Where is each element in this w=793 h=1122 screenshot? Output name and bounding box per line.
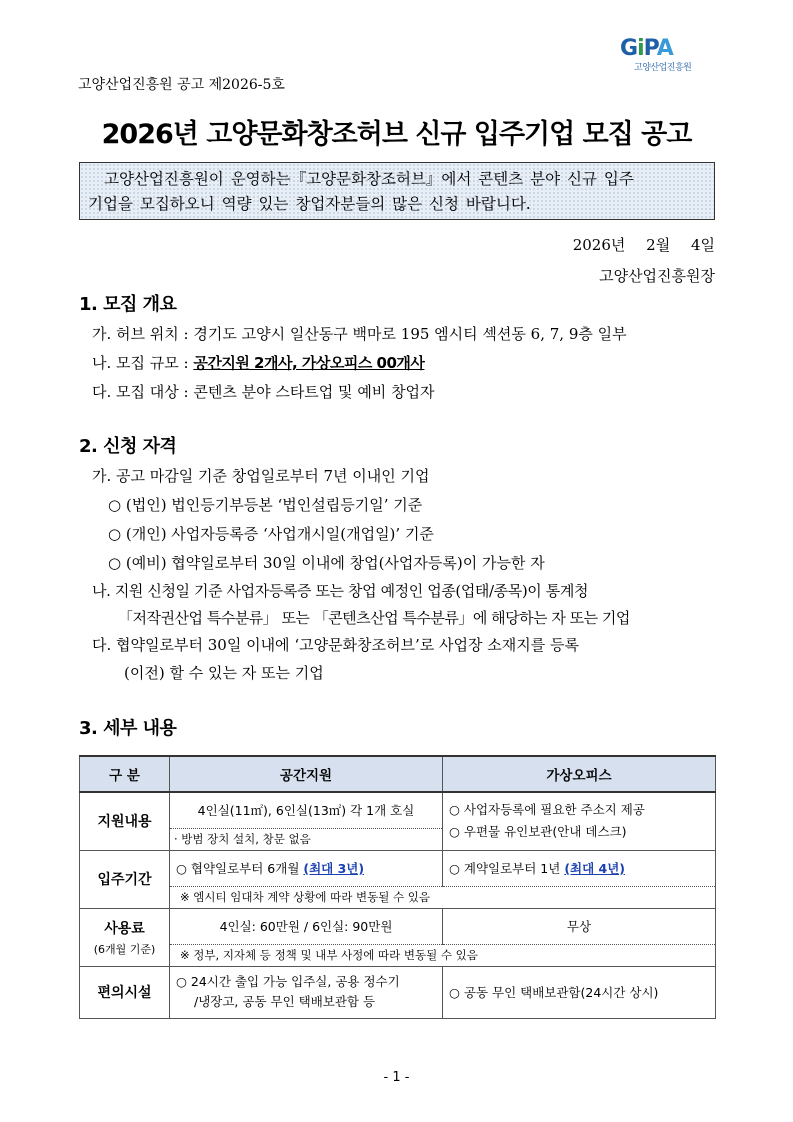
period-space: ○ 협약일로부터 6개월 (최대 3년) [170,850,443,886]
table-row-support [80,792,716,828]
section-2-item-c-2: (이전) 할 수 있는 자 또는 기업 [124,664,324,682]
facility-space: ○ 24시간 출입 가능 입주실, 공용 정수기 /냉장고, 공동 무인 택배보관함 등 [170,966,443,1018]
support-space-note: · 방범 장치 설치, 창문 없음 [170,828,443,850]
issuer: 고양산업진흥원장 [599,267,715,285]
table-row-period [80,850,716,886]
summary-line-2: 기업을 모집하오니 역량 있는 창업자분들의 많은 신청 바랍니다. [88,195,531,213]
section-1-target: 다. 모집 대상 : 콘텐츠 분야 스타트업 및 예비 창업자 [92,383,435,401]
section-2-item-c-1: 다. 협약일로부터 30일 이내에 ‘고양문화창조허브’로 사업장 소재지를 등록 [92,636,579,654]
summary-line-1: 고양산업진흥원이 운영하는『고양문화창조허브』에서 콘텐츠 분야 신규 입주 [104,170,634,188]
section-1-scale: 나. 모집 규모 : 공간지원 2개사, 가상오피스 00개사 [92,354,425,372]
period-space-max: (최대 3년) [303,861,365,876]
page-title: 2026년 고양문화창조허브 신규 입주기업 모집 공고 [101,119,692,150]
summary-box [79,162,715,220]
table-row-period-note [80,886,716,908]
label-period: 입주기간 [80,850,170,908]
fee-virtual: 무상 [443,908,716,944]
notice-number: 고양산업진흥원 공고 제2026-5호 [78,77,285,93]
label-facility: 편의시설 [80,966,170,1018]
page-number: - 1 - [383,1070,410,1085]
section-2-item-b-1: 나. 지원 신청일 기준 사업자등록증 또는 창업 예정인 업종(업태/종목)이 통계청 [92,582,589,600]
label-fee: 사용료 (6개월 기준) [80,908,170,966]
gipa-logo [620,38,730,74]
notice-date: 2026년 2월 4일 [572,236,715,254]
section-2-item-b-2: 「저작권산업 특수분류」 또는 「콘텐츠산업 특수분류」에 해당하는 자 또는 기업 [118,609,630,627]
label-support: 지원내용 [80,792,170,850]
table-row-fee [80,908,716,944]
section-2-item-a: 가. 공고 마감일 기준 창업일로부터 7년 이내인 기업 [92,467,430,485]
fee-note: ※ 정부, 지자체 등 정책 및 내부 사정에 따라 변동될 수 있음 [170,944,716,966]
logo-subtitle: 고양산업진흥원 [634,63,692,73]
logo-mark: GiPA [620,36,673,61]
table-header-row [80,756,716,792]
header-space: 공간지원 [170,756,443,792]
facility-virtual: ○ 공동 무인 택배보관함(24시간 상시) [443,966,716,1018]
section-2-sub-2: ○ (개인) 사업자등록증 ‘사업개시일(개업일)’ 기준 [108,525,434,543]
period-virtual-max: (최대 4년) [564,861,626,876]
section-2-heading: 2. 신청 자격 [79,436,177,457]
section-1-location: 가. 허브 위치 : 경기도 고양시 일산동구 백마로 195 엠시티 섹션동 6, 7, 9층 일부 [92,325,627,343]
header-virtual: 가상오피스 [443,756,716,792]
support-virtual: ○ 사업자등록에 필요한 주소지 제공 ○ 우편물 유인보관(안내 데스크) [443,792,716,850]
scale-value: 공간지원 2개사, 가상오피스 00개사 [193,354,425,372]
section-2-sub-1: ○ (법인) 법인등기부등본 ‘법인설립등기일’ 기준 [108,496,423,514]
section-1-heading: 1. 모집 개요 [79,294,177,315]
period-note: ※ 엠시티 임대차 계약 상황에 따라 변동될 수 있음 [170,886,716,908]
label-fee-sub: (6개월 기준) [93,942,156,956]
period-virtual: ○ 계약일로부터 1년 (최대 4년) [443,850,716,886]
details-table [79,755,716,1019]
header-category: 구 분 [80,756,170,792]
support-space-main: 4인실(11㎡), 6인실(13㎡) 각 1개 호실 [170,792,443,828]
section-2-sub-3: ○ (예비) 협약일로부터 30일 이내에 창업(사업자등록)이 가능한 자 [108,554,545,572]
fee-space: 4인실: 60만원 / 6인실: 90만원 [170,908,443,944]
table-row-facility [80,966,716,1018]
table-row-fee-note [80,944,716,966]
section-3-heading: 3. 세부 내용 [79,718,177,739]
